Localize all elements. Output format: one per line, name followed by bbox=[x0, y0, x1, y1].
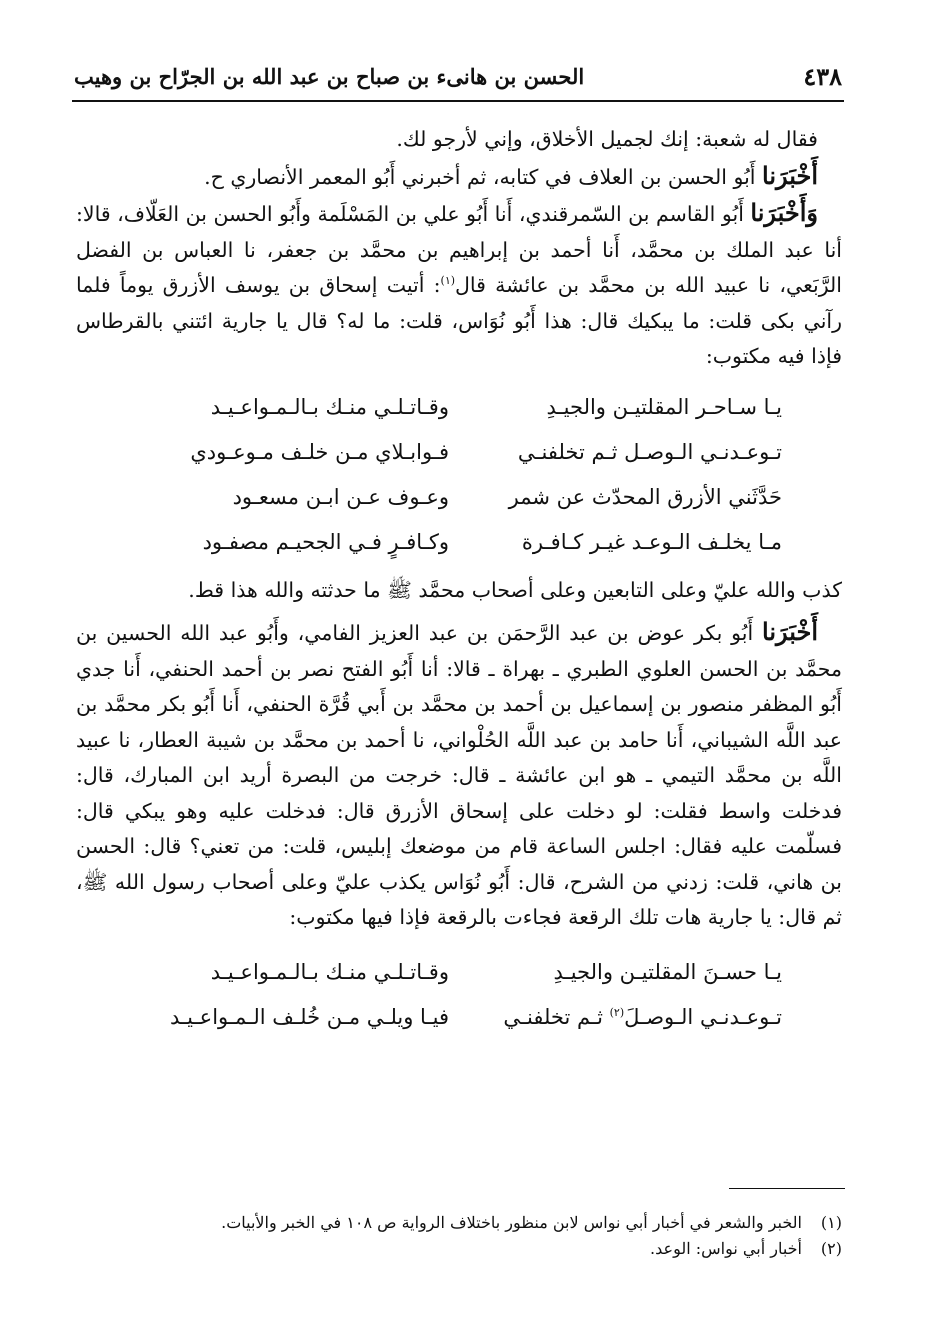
footnote-ref[interactable]: (٢) bbox=[609, 1005, 625, 1019]
footnote-number: (٢) bbox=[820, 1239, 842, 1258]
paragraph-text: أَبُو بكر عوض بن عبد الرَّحمَن بن عبد العزيز الفامي، وأَبُو عبد الله الحسين بن محمَّد بن الحسن العلوي الطبري ـ بهراة ـ قالا: أنا أَبُو الفتح نصر بن أحمد الحنفي، أَنا جدي أَبُو المظفر منصور بن إسماعيل بن أحمد بن محمَّد بن أَبي قُرَّة الحنفي، أَنا أَبُو بكر محمَّد بن عبد اللَّه الشيباني، أَنا حامد بن عبد اللَّه الحُلْواني، نا أحمد بن محمَّد بن شيبة العطار، نا عبيد اللَّه بن محمَّد التيمي ـ هو ابن عائشة ـ قال: خرجت من البصرة أريد ابن المبارك، قال: فدخلت واسط فقلت: لو دخلت على إسحاق الأزرق قال: فدخلت عليه وهو يبكي قال: فسلّمت عليه فقال: اجلس الساعة قام من موضعك إبليس، قلت: من تعني؟ قال: الحسن بن هاني، قلت: زدني من الشرح، قال: أَبُو نُوَاس يكذب عليّ وعلى أصحاب رسول الله ﷺ، ثم قال: يا جارية هات تلك الرقعة فجاءت بالرقعة فإذا فيها مكتوب: bbox=[76, 621, 842, 929]
page-number: ٤٣٨ bbox=[803, 62, 842, 91]
verse-first-half: تـوعـدنـي الـوصـل ثـم تخلفنـي bbox=[517, 439, 782, 464]
verse-first-half: يـا سـاحـر المقلتيـن والجيـدِ bbox=[546, 394, 782, 419]
paragraph-text: أَبُو الحسن بن العلاف في كتابه، ثم أخبرني أَبُو المعمر الأنصاري ح. bbox=[204, 164, 763, 189]
paragraph-text: أَبُو القاسم بن السّمرقندي، أَنا أَبُو علي بن المَسْلَمة وأَبُو الحسن بن العَلّاف، قالا: أنا عبد الملك بن محمَّد، أَنا أحمد بن إبراهيم بن محمَّد بن جعفر، نا العباس بن الفضل الرَّبَعي، نا عبيد الله بن محمَّد بن عائشة قال bbox=[76, 202, 842, 297]
main-text bbox=[76, 122, 842, 1048]
verse-first-half bbox=[459, 995, 842, 1040]
verse-first-half: يـا حسـنَ المقلتيـن والجيـدِ bbox=[553, 959, 782, 984]
isnad-keyword: أَخْبَرَنا bbox=[762, 617, 818, 646]
verse-first-half: حَدَّثَني الأزرق المحدّث عن شمر bbox=[508, 484, 782, 509]
isnad-keyword: وَأَخْبَرَنا bbox=[750, 198, 818, 227]
poem bbox=[76, 950, 842, 1040]
verse-second-half: وقـاتـلـي منـك بـالـمـواعـيـد bbox=[210, 959, 449, 984]
poem-verse bbox=[76, 385, 842, 430]
poem-verse bbox=[76, 520, 842, 565]
isnad-keyword: أَخْبَرَنا bbox=[762, 160, 818, 190]
footnote-separator bbox=[729, 1188, 845, 1189]
footnote-text: الخبر والشعر في أخبار أبي نواس لابن منظور باختلاف الرواية ص ١٠٨ في الخبر والأبيات. bbox=[221, 1213, 802, 1232]
footnote-number: (١) bbox=[820, 1213, 842, 1232]
footnotes bbox=[76, 1210, 842, 1262]
paragraph bbox=[76, 573, 842, 609]
verse-second-half: فـوابـلاي مـن خلـف مـوعـودي bbox=[190, 439, 449, 464]
footnote-ref[interactable]: (١) bbox=[440, 274, 456, 288]
verse-second-half: وقـاتـلـي منـك بـالـمـواعـيـد bbox=[210, 394, 449, 419]
page-header bbox=[72, 62, 844, 96]
poem-verse bbox=[76, 475, 842, 520]
footnote-text: أخبار أبي نواس: الوعد. bbox=[650, 1239, 802, 1258]
paragraph bbox=[76, 158, 842, 196]
verse-second-half: وعـوف عـن ابـن مسعـود bbox=[232, 484, 449, 509]
paragraph-text: فقال له شعبة: إنك لجميل الأخلاق، وإني لأرجو لك. bbox=[396, 127, 818, 151]
footnote bbox=[76, 1236, 842, 1262]
footnote bbox=[76, 1210, 842, 1236]
poem-verse bbox=[76, 950, 842, 995]
verse-first-half: مـا يخلـف الـوعـد غيـر كـافـرة bbox=[521, 529, 782, 554]
verse-second-half: وكـافـرٍ فـي الجحيـم مصفـود bbox=[202, 529, 449, 554]
poem-verse bbox=[76, 430, 842, 475]
paragraph bbox=[76, 122, 842, 158]
header-rule bbox=[72, 100, 844, 102]
verse-second-half: فيـا ويلـي مـن خُلـف الـمـواعـيـد bbox=[170, 1004, 449, 1029]
poem-verse bbox=[76, 995, 842, 1040]
verse-text: ثـم تخلفنـي bbox=[503, 1004, 610, 1029]
paragraph-text: : أتيت إسحاق بن يوسف الأزرق يوماً فلما رآني بكى قلت: ما يبكيك قال: هذا أَبُو نُوَاس، قلت: ما له؟ قال يا جارية ائتني بالقرطاس فإذا فيه مكتوب: bbox=[76, 273, 842, 368]
paragraph-text: كذب والله عليّ وعلى التابعين وعلى أصحاب محمَّد ﷺ ما حدثته والله هذا قط. bbox=[188, 577, 842, 602]
poem bbox=[76, 385, 842, 565]
verse-text: تـوعـدنـي الـوصـلَ bbox=[624, 1004, 782, 1029]
running-title: الحسن بن هانىء بن صباح بن عبد الله بن الجرّاح بن وهيب bbox=[74, 64, 585, 89]
paragraph bbox=[76, 195, 842, 375]
paragraph bbox=[76, 614, 842, 936]
